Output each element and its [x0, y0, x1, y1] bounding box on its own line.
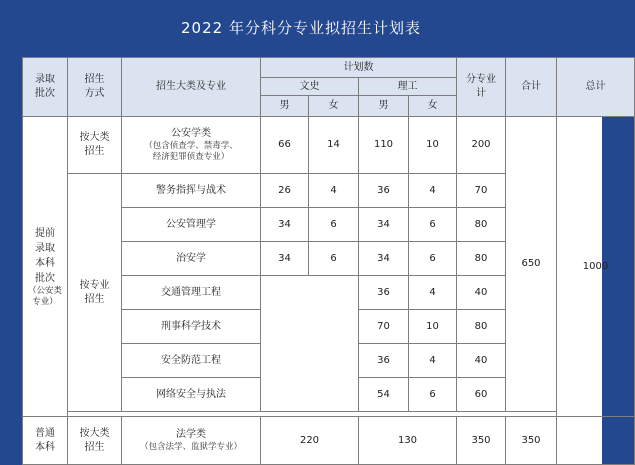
header-batch-label: 录取批次: [35, 74, 55, 99]
science-female-cell: 10: [409, 310, 457, 344]
major-total-cell: 80: [457, 310, 506, 344]
science-male-cell: 36: [359, 276, 409, 310]
science-male-cell: 36: [359, 174, 409, 208]
table-row: [23, 117, 635, 174]
arts-female-cell: 14: [309, 117, 359, 174]
header-batch: [23, 58, 68, 117]
batch-normal-cell: [23, 417, 68, 465]
science-female-cell: 6: [409, 208, 457, 242]
batch-early-line: 批次: [35, 272, 55, 284]
major-cell: 公安管理学: [122, 208, 261, 242]
header-plan: 计划数: [261, 58, 457, 78]
method-category-cell: [68, 417, 122, 465]
method-line: 按大类: [79, 427, 110, 439]
header-subtotal: 合计: [506, 58, 557, 117]
batch-early-line: 本科: [35, 257, 55, 269]
header-major-total: [457, 58, 506, 117]
major-cell: 治安学: [122, 242, 261, 276]
science-male-cell: 54: [359, 378, 409, 412]
major-total-cell: 80: [457, 242, 506, 276]
major-note: 经济犯罪侦查专业）: [152, 152, 230, 162]
major-total-cell: 350: [457, 417, 506, 465]
arts-empty-cell: [261, 276, 359, 412]
arts-combined-cell: 220: [261, 417, 359, 465]
major-cell: 交通管理工程: [122, 276, 261, 310]
batch-early-note-line: （公安类: [27, 285, 62, 296]
header-total: 总计: [557, 58, 635, 117]
arts-male-cell: 34: [261, 208, 309, 242]
header-arts-male: 男: [261, 96, 309, 117]
science-male-cell: 34: [359, 242, 409, 276]
major-total-cell: 80: [457, 208, 506, 242]
science-female-cell: 4: [409, 344, 457, 378]
science-male-cell: 36: [359, 344, 409, 378]
major-name: 法学类: [176, 429, 206, 440]
science-male-cell: 70: [359, 310, 409, 344]
batch-early-line: 录取: [35, 242, 55, 254]
header-arts-female: 女: [309, 96, 359, 117]
science-female-cell: 6: [409, 242, 457, 276]
header-science: 理工: [359, 78, 457, 96]
method-line: 招生: [84, 441, 105, 453]
major-total-cell: 40: [457, 276, 506, 310]
batch-early-cell: [23, 117, 68, 417]
enrollment-plan-table: [22, 57, 635, 465]
major-note: （包含法学、监狱学专业）: [139, 442, 242, 452]
subtotal-early-cell: 650: [506, 117, 557, 412]
arts-female-cell: 4: [309, 174, 359, 208]
science-female-cell: 4: [409, 276, 457, 310]
method-line: 按大类: [79, 132, 110, 143]
science-male-cell: 110: [359, 117, 409, 174]
plan-table-sheet: [22, 57, 609, 464]
science-female-cell: 4: [409, 174, 457, 208]
method-line: 按专业: [79, 279, 110, 291]
batch-normal-line: 普通: [35, 427, 55, 439]
header-major-total-label: 分专业计: [466, 74, 496, 99]
header-science-female: 女: [409, 96, 457, 117]
major-total-cell: 200: [457, 117, 506, 174]
batch-early-note-line: 专业）: [32, 296, 58, 307]
header-science-male: 男: [359, 96, 409, 117]
major-total-cell: 40: [457, 344, 506, 378]
major-cell: 网络安全与执法: [122, 378, 261, 412]
method-line: 招生: [84, 293, 105, 305]
major-cell: 安全防范工程: [122, 344, 261, 378]
major-total-cell: 60: [457, 378, 506, 412]
method-line: 招生: [84, 146, 105, 157]
arts-female-cell: 6: [309, 242, 359, 276]
page-title: 2022 年分科分专业拟招生计划表: [181, 19, 421, 37]
major-name: 公安学类: [171, 128, 211, 139]
science-male-cell: 34: [359, 208, 409, 242]
arts-male-cell: 26: [261, 174, 309, 208]
arts-male-cell: 34: [261, 242, 309, 276]
major-cell: 刑事科学技术: [122, 310, 261, 344]
method-category-cell: [68, 117, 122, 174]
science-combined-cell: 130: [359, 417, 457, 465]
table-row: [23, 417, 635, 465]
header-category: 招生大类及专业: [122, 58, 261, 117]
grand-total-cell: 1000: [557, 117, 635, 417]
major-cell: 警务指挥与战术: [122, 174, 261, 208]
batch-early-line: 提前: [35, 227, 55, 239]
major-cell: [122, 117, 261, 174]
major-total-cell: 70: [457, 174, 506, 208]
method-major-cell: [68, 174, 122, 412]
header-method-label: 招生方式: [84, 74, 105, 99]
arts-female-cell: 6: [309, 208, 359, 242]
header-arts: 文史: [261, 78, 359, 96]
batch-early-name: [23, 226, 67, 286]
batch-normal-line: 本科: [35, 441, 55, 453]
science-female-cell: 6: [409, 378, 457, 412]
science-female-cell: 10: [409, 117, 457, 174]
major-cell: [122, 417, 261, 465]
major-note: （包含侦查学、禁毒学、: [144, 141, 238, 151]
batch-early-note: [23, 286, 67, 308]
header-method: [68, 58, 122, 117]
grand-total-extension-cell: [557, 417, 635, 465]
arts-male-cell: 66: [261, 117, 309, 174]
subtotal-normal-cell: 350: [506, 417, 557, 465]
